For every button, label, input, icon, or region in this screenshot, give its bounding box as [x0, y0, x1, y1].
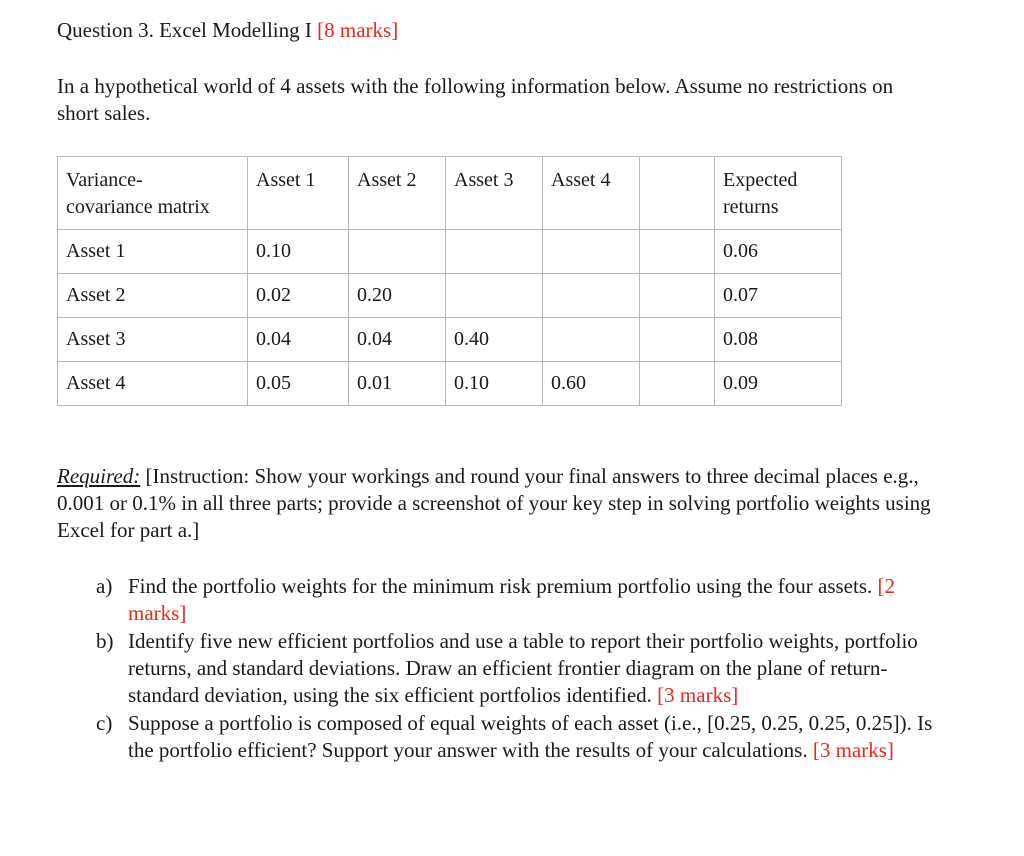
- part-text: Find the portfolio weights for the minimum risk premium portfolio using the four assets. [2 marks]: [128, 574, 895, 625]
- table-row: [58, 362, 842, 406]
- part-b: [96, 628, 956, 709]
- question-title: [57, 18, 398, 43]
- expected-return-cell: 0.06: [715, 230, 842, 274]
- row-label: Asset 1: [58, 230, 248, 274]
- part-c: [96, 710, 956, 764]
- expected-return-cell: 0.09: [715, 362, 842, 406]
- part-marks: [3 marks]: [812, 738, 894, 762]
- col-header-asset-1: Asset 1: [248, 157, 349, 230]
- table-cell: [349, 230, 446, 274]
- part-text: Identify five new efficient portfolios and use a table to report their portfolio weights, portfolio returns, and standard deviations. Draw an efficient frontier diagram on the plane of return-standard deviation, using the six efficient portfolios identified. [3 marks]: [128, 629, 918, 707]
- table-cell-spacer: [640, 318, 715, 362]
- table-cell: 0.40: [446, 318, 543, 362]
- table-cell-spacer: [640, 274, 715, 318]
- table-cell: [446, 274, 543, 318]
- col-header-asset-4: Asset 4: [543, 157, 640, 230]
- table-cell: [446, 230, 543, 274]
- part-marks: [3 marks]: [657, 683, 739, 707]
- table-row: [58, 318, 842, 362]
- table-cell: 0.20: [349, 274, 446, 318]
- expected-return-cell: 0.08: [715, 318, 842, 362]
- row-label: Asset 2: [58, 274, 248, 318]
- table-cell: [543, 230, 640, 274]
- table-row: [58, 230, 842, 274]
- table-row: [58, 274, 842, 318]
- table-cell: [543, 274, 640, 318]
- part-marks: [2 marks]: [128, 574, 895, 625]
- corner-header: Variance- covariance matrix: [58, 157, 248, 230]
- table-cell: [543, 318, 640, 362]
- table-header-row: [58, 157, 842, 230]
- table-cell-spacer: [640, 230, 715, 274]
- table-cell: 0.05: [248, 362, 349, 406]
- part-marker: c): [96, 711, 113, 735]
- required-label: Required:: [57, 464, 141, 488]
- covariance-table: [57, 156, 842, 406]
- table-cell: 0.02: [248, 274, 349, 318]
- question-intro: In a hypothetical world of 4 assets with the following information below. Assume no restrictions on short sales.: [57, 74, 894, 125]
- table-cell: 0.60: [543, 362, 640, 406]
- col-header-asset-2: Asset 2: [349, 157, 446, 230]
- required-text: [Instruction: Show your workings and round your final answers to three decimal places e.g., 0.001 or 0.1% in all three parts; provide a screenshot of your key step in solving portfolio weights using Excel for part a.]: [57, 464, 931, 542]
- part-marker: a): [96, 574, 113, 598]
- col-header-spacer: [640, 157, 715, 230]
- part-a: [96, 573, 956, 627]
- expected-return-cell: 0.07: [715, 274, 842, 318]
- question-title-text: Question 3. Excel Modelling I: [57, 18, 312, 42]
- table-cell: 0.10: [446, 362, 543, 406]
- table-cell: 0.04: [248, 318, 349, 362]
- required-instructions: [57, 463, 937, 544]
- col-header-asset-3: Asset 3: [446, 157, 543, 230]
- row-label: Asset 3: [58, 318, 248, 362]
- row-label: Asset 4: [58, 362, 248, 406]
- table-cell-spacer: [640, 362, 715, 406]
- part-marker: b): [96, 629, 114, 653]
- table-cell: 0.10: [248, 230, 349, 274]
- table-cell: 0.01: [349, 362, 446, 406]
- question-marks: [8 marks]: [317, 18, 399, 42]
- table-cell: 0.04: [349, 318, 446, 362]
- question-parts: [96, 573, 956, 765]
- part-text: Suppose a portfolio is composed of equal weights of each asset (i.e., [0.25, 0.25, 0.25, 0.25]). Is the portfolio efficient? Support your answer with the results of your calculations. [3 marks]: [128, 711, 933, 762]
- col-header-expected-returns: Expected returns: [715, 157, 842, 230]
